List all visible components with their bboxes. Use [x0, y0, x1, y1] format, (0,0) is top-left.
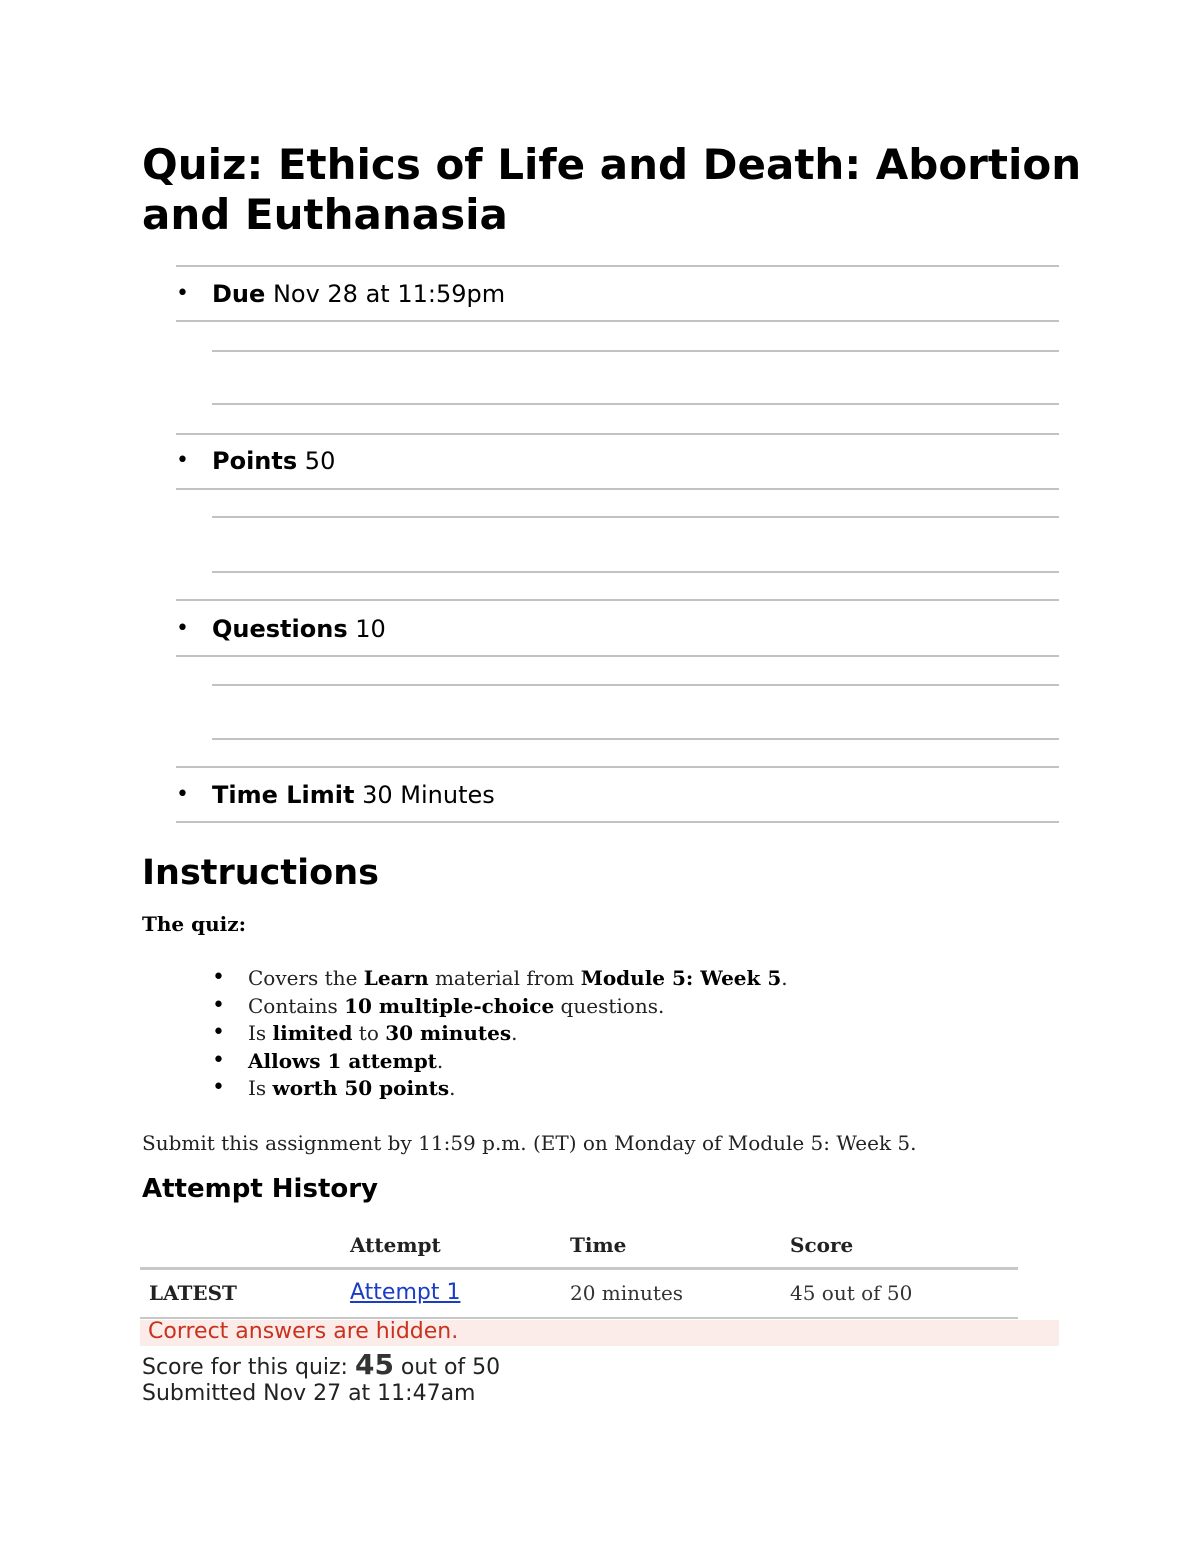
- divider: [212, 403, 1059, 405]
- latest-badge: LATEST: [149, 1281, 237, 1305]
- divider: [212, 516, 1059, 518]
- list-item: • Allows 1 attempt.: [212, 1047, 788, 1075]
- quiz-score: Score for this quiz: 45 out of 50: [142, 1348, 501, 1381]
- divider: [176, 599, 1059, 601]
- instructions-lead: The quiz:: [142, 912, 246, 936]
- detail-value: Nov 28 at 11:59pm: [272, 280, 506, 308]
- divider: [176, 265, 1059, 267]
- column-header-time: Time: [570, 1233, 627, 1257]
- detail-points: [176, 441, 1059, 481]
- submitted-timestamp: Submitted Nov 27 at 11:47am: [142, 1381, 476, 1406]
- divider: [212, 571, 1059, 573]
- score-value: 45: [354, 1348, 394, 1381]
- divider: [176, 821, 1059, 823]
- detail-value: 50: [304, 447, 336, 475]
- divider: [176, 488, 1059, 490]
- submit-deadline-note: Submit this assignment by 11:59 p.m. (ET) on Monday of Module 5: Week 5.: [142, 1131, 917, 1155]
- instructions-list: [212, 964, 788, 1102]
- attempt-time: 20 minutes: [570, 1281, 684, 1305]
- divider: [212, 684, 1059, 686]
- bullet-icon: •: [176, 448, 189, 473]
- attempt-score: 45 out of 50: [790, 1281, 913, 1305]
- detail-questions: [176, 609, 1059, 649]
- divider: [176, 433, 1059, 435]
- answers-hidden-notice: [140, 1320, 1059, 1346]
- divider: [212, 738, 1059, 740]
- detail-time-limit: [176, 775, 1059, 815]
- instructions-heading: Instructions: [142, 853, 379, 893]
- detail-value: 10: [355, 615, 386, 643]
- bullet-icon: •: [176, 782, 189, 807]
- notice-text: Correct answers are hidden.: [148, 1319, 459, 1344]
- divider: [176, 320, 1059, 322]
- divider: [176, 766, 1059, 768]
- detail-value: 30 Minutes: [362, 781, 495, 809]
- divider: [140, 1267, 1018, 1270]
- divider: [176, 655, 1059, 657]
- detail-label: Time Limit: [212, 781, 355, 809]
- list-item: • Is worth 50 points.: [212, 1074, 788, 1102]
- column-header-attempt: Attempt: [350, 1233, 441, 1257]
- detail-label: Points: [212, 447, 298, 475]
- list-item: • Covers the Learn material from Module 5: Week 5.: [212, 964, 788, 992]
- detail-label: Questions: [212, 615, 348, 643]
- detail-due: [176, 274, 1059, 314]
- page-title: Quiz: Ethics of Life and Death: Abortion and Euthanasia: [142, 140, 1082, 239]
- list-item: • Is limited to 30 minutes.: [212, 1019, 788, 1047]
- bullet-icon: •: [176, 616, 189, 641]
- attempt-history-heading: Attempt History: [142, 1174, 379, 1204]
- attempt-1-link[interactable]: Attempt 1: [350, 1280, 461, 1305]
- column-header-score: Score: [790, 1233, 854, 1257]
- divider: [212, 350, 1059, 352]
- bullet-icon: •: [176, 281, 189, 306]
- list-item: • Contains 10 multiple-choice questions.: [212, 992, 788, 1020]
- detail-label: Due: [212, 280, 266, 308]
